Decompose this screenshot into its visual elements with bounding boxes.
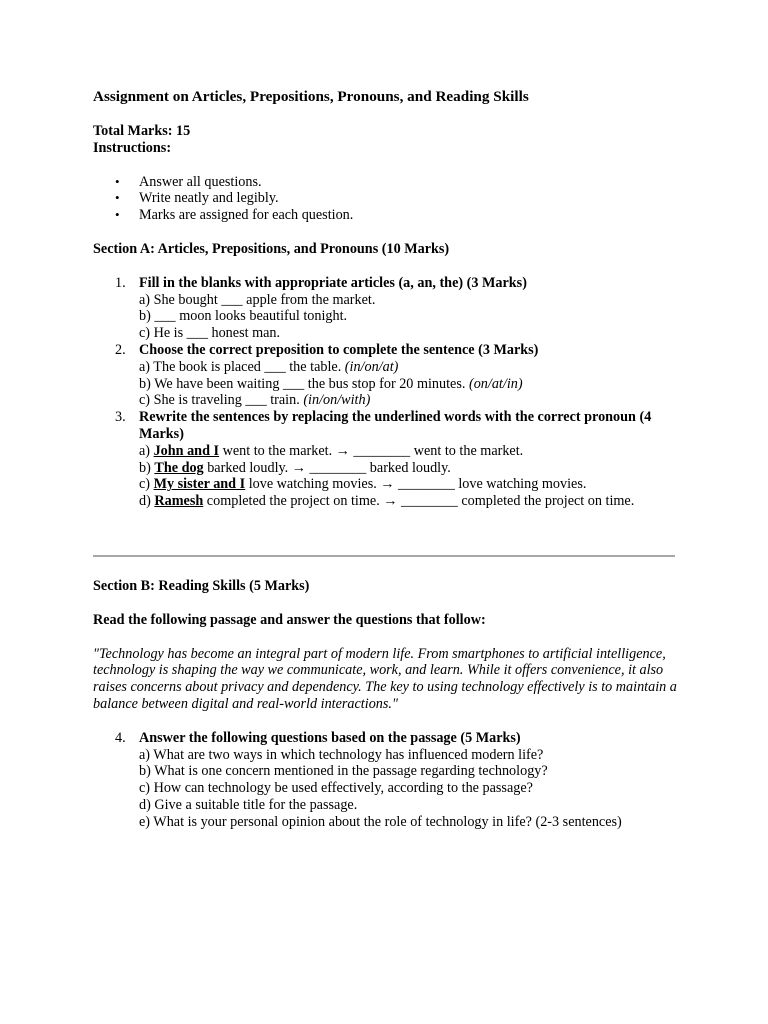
- question-4: [93, 730, 683, 831]
- question-item: a) What are two ways in which technology has influenced modern life?: [139, 746, 544, 763]
- question-item: b) What is one concern mentioned in the passage regarding technology?: [139, 763, 548, 780]
- item-options: (in/on/at): [344, 358, 399, 375]
- section-b-prompt: Read the following passage and answer the questions that follow:: [93, 611, 486, 628]
- question-number: 3.: [115, 409, 126, 426]
- question-heading: Rewrite the sentences by replacing the underlined words with the correct pronoun (4 Marks): [139, 409, 652, 442]
- question-1: [93, 275, 683, 342]
- instruction-item: • Write neatly and legibly.: [93, 190, 683, 207]
- item-rest: went to the market. → ________ went to the market.: [219, 442, 524, 459]
- instruction-item: • Answer all questions.: [93, 174, 683, 191]
- section-b: [93, 578, 683, 831]
- document-title: Assignment on Articles, Prepositions, Pronouns, and Reading Skills: [93, 88, 529, 105]
- question-3: [93, 409, 683, 510]
- question-item: b) ___ moon looks beautiful tonight.: [139, 308, 348, 325]
- item-text: c) She is traveling ___ train.: [139, 392, 304, 409]
- underlined-words: The dog: [154, 459, 204, 476]
- question-item: a) She bought ___ apple from the market.: [139, 291, 376, 308]
- section-b-questions: [93, 730, 683, 831]
- question-item: [139, 376, 683, 393]
- item-prefix: a): [139, 442, 154, 459]
- section-a-questions: [93, 275, 683, 510]
- question-item: c) He is ___ honest man.: [139, 325, 281, 342]
- item-prefix: b): [139, 459, 155, 476]
- question-number: 2.: [115, 341, 126, 358]
- question-heading: Answer the following questions based on the passage (5 Marks): [139, 729, 521, 746]
- item-prefix: d): [139, 493, 155, 510]
- item-text: a) The book is placed ___ the table.: [139, 358, 345, 375]
- total-marks: Total Marks: 15: [93, 123, 191, 139]
- question-heading: Fill in the blanks with appropriate articles (a, an, the) (3 Marks): [139, 274, 527, 291]
- question-item: [139, 359, 683, 376]
- reading-passage: "Technology has become an integral part of modern life. From smartphones to artificial intelligence, technology is shaping the way we communicate, work, and learn. While it offers convenience, it also raises concerns about privacy and dependency. The key to using technology effectively is to maintain a balance between digital and real-world interactions.": [93, 645, 677, 712]
- section-divider: [93, 555, 675, 557]
- question-item: [139, 443, 683, 460]
- document-body: [93, 88, 683, 510]
- question-number: 4.: [115, 729, 126, 746]
- item-rest: completed the project on time. → ________ completed the project on time.: [203, 493, 635, 510]
- item-text: b) We have been waiting ___ the bus stop for 20 minutes.: [139, 375, 469, 392]
- question-item: c) How can technology be used effectively, according to the passage?: [139, 780, 533, 797]
- question-item: [139, 493, 683, 510]
- instructions-label: Instructions:: [93, 139, 172, 156]
- section-b-heading: Section B: Reading Skills (5 Marks): [93, 578, 310, 594]
- question-item: [139, 460, 683, 477]
- question-item: d) Give a suitable title for the passage.: [139, 796, 358, 813]
- question-item: [139, 392, 683, 409]
- question-2: [93, 342, 683, 409]
- section-a-heading: Section A: Articles, Prepositions, and Pronouns (10 Marks): [93, 240, 450, 257]
- item-prefix: c): [139, 476, 154, 493]
- question-number: 1.: [115, 274, 126, 291]
- instructions-list: [93, 174, 683, 224]
- item-options: (in/on/with): [303, 392, 371, 409]
- question-item: e) What is your personal opinion about the role of technology in life? (2-3 sentences): [139, 813, 622, 830]
- underlined-words: John and I: [153, 442, 220, 459]
- underlined-words: Ramesh: [154, 493, 204, 510]
- instruction-item: • Marks are assigned for each question.: [93, 207, 683, 224]
- item-rest: love watching movies. → ________ love watching movies.: [245, 476, 587, 493]
- underlined-words: My sister and I: [153, 476, 246, 493]
- item-options: (on/at/in): [468, 375, 523, 392]
- question-heading: Choose the correct preposition to complete the sentence (3 Marks): [139, 341, 539, 358]
- question-item: [139, 476, 683, 493]
- item-rest: barked loudly. → ________ barked loudly.: [203, 459, 451, 476]
